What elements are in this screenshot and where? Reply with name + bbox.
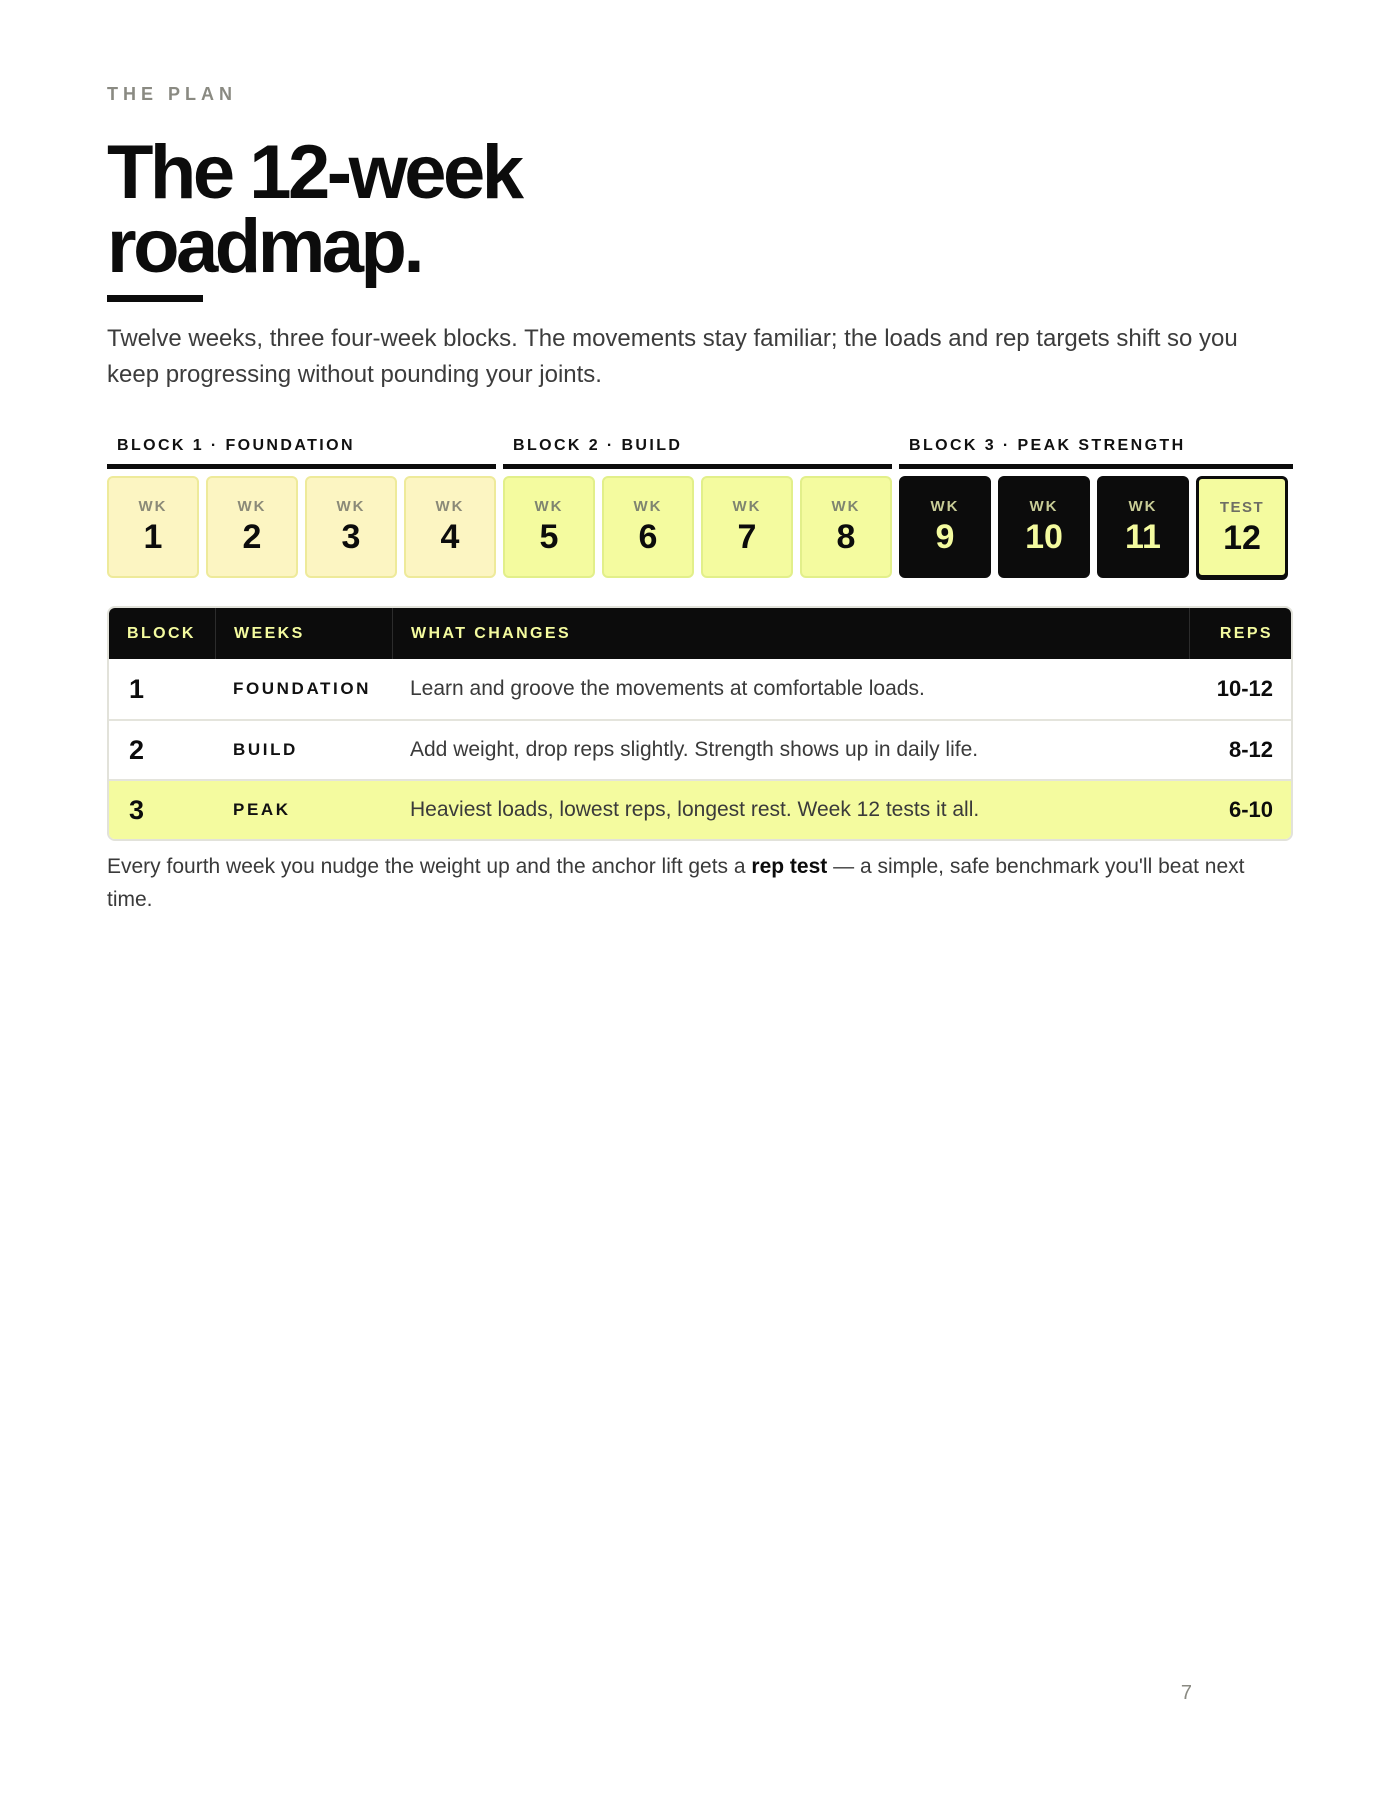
cell-weeks: BUILD bbox=[233, 740, 298, 759]
week-prefix: WK bbox=[1128, 498, 1158, 515]
week-number: 3 bbox=[341, 518, 361, 556]
week-prefix: WK bbox=[138, 498, 168, 515]
week-card-1 bbox=[107, 476, 199, 578]
week-card-5 bbox=[503, 476, 595, 578]
week-number: 2 bbox=[242, 518, 262, 556]
cell-reps: 8-12 bbox=[1228, 737, 1273, 762]
week-prefix: WK bbox=[930, 498, 960, 515]
week-prefix: WK bbox=[237, 498, 267, 515]
intro-paragraph: Twelve weeks, three four-week blocks. The movements stay familiar; the loads and rep targets shift so you keep progressing without pounding your joints. bbox=[107, 325, 1238, 388]
cell-weeks: PEAK bbox=[233, 800, 291, 819]
week-card-9 bbox=[899, 476, 991, 578]
table-row-highlighted bbox=[109, 779, 1291, 839]
week-prefix: TEST bbox=[1219, 499, 1265, 516]
roadmap bbox=[107, 433, 1293, 581]
footnote-emphasis: rep test bbox=[751, 855, 828, 878]
week-card-6 bbox=[602, 476, 694, 578]
week-prefix: WK bbox=[732, 498, 762, 515]
footnote-text-before: Every fourth week you nudge the weight up and the anchor lift gets a bbox=[107, 855, 752, 878]
week-card-12-test bbox=[1196, 476, 1288, 578]
week-number: 6 bbox=[638, 518, 658, 556]
week-number: 8 bbox=[836, 518, 856, 556]
page-title bbox=[107, 130, 807, 289]
page-title-line-1: The 12-week bbox=[107, 130, 521, 215]
table-row bbox=[109, 719, 1291, 779]
week-number: 9 bbox=[935, 518, 955, 556]
week-number: 7 bbox=[737, 518, 757, 556]
week-card-4 bbox=[404, 476, 496, 578]
week-prefix: WK bbox=[831, 498, 861, 515]
cell-weeks: FOUNDATION bbox=[233, 679, 372, 698]
week-number: 12 bbox=[1223, 519, 1261, 557]
block-summary-table bbox=[107, 606, 1293, 841]
table-header bbox=[109, 608, 1291, 659]
block-foundation bbox=[107, 433, 496, 578]
cell-block: 1 bbox=[129, 673, 145, 704]
week-prefix: WK bbox=[633, 498, 663, 515]
week-card-7 bbox=[701, 476, 793, 578]
table-row bbox=[109, 659, 1291, 719]
block-peak bbox=[899, 433, 1293, 578]
title-underline bbox=[107, 295, 203, 302]
week-number: 5 bbox=[539, 518, 559, 556]
week-number: 1 bbox=[143, 518, 163, 556]
header-reps: REPS bbox=[1189, 608, 1291, 659]
footnote bbox=[107, 850, 1293, 916]
section-eyebrow: THE PLAN bbox=[107, 84, 237, 104]
week-card-11 bbox=[1097, 476, 1189, 578]
block-rule bbox=[107, 464, 496, 469]
week-prefix: WK bbox=[1029, 498, 1059, 515]
cell-reps: 10-12 bbox=[1216, 676, 1273, 701]
header-block: BLOCK bbox=[127, 625, 196, 642]
week-prefix: WK bbox=[534, 498, 564, 515]
week-card-3 bbox=[305, 476, 397, 578]
header-what-changes: WHAT CHANGES bbox=[392, 608, 1189, 659]
week-number: 4 bbox=[440, 518, 460, 556]
cell-reps: 6-10 bbox=[1228, 797, 1273, 822]
block-rule bbox=[503, 464, 892, 469]
week-card-8 bbox=[800, 476, 892, 578]
cell-what-changes: Add weight, drop reps slightly. Strength shows up in daily life. bbox=[410, 738, 979, 761]
block-label: BLOCK 1 · FOUNDATION bbox=[117, 437, 355, 454]
block-rule bbox=[899, 464, 1293, 469]
cell-block: 3 bbox=[129, 794, 145, 825]
week-number: 10 bbox=[1025, 518, 1063, 556]
cell-block: 2 bbox=[129, 734, 145, 765]
cell-what-changes: Heaviest loads, lowest reps, longest rest. Week 12 tests it all. bbox=[410, 798, 980, 821]
cell-what-changes: Learn and groove the movements at comfortable loads. bbox=[410, 677, 925, 700]
block-build bbox=[503, 433, 892, 578]
page-number: 7 bbox=[1180, 1682, 1192, 1704]
block-label: BLOCK 3 · PEAK STRENGTH bbox=[909, 437, 1186, 454]
week-prefix: WK bbox=[435, 498, 465, 515]
week-card-2 bbox=[206, 476, 298, 578]
week-card-10 bbox=[998, 476, 1090, 578]
block-label: BLOCK 2 · BUILD bbox=[513, 437, 683, 454]
page-title-line-2: roadmap. bbox=[107, 204, 422, 289]
header-weeks: WEEKS bbox=[215, 608, 392, 659]
week-number: 11 bbox=[1125, 518, 1161, 556]
footnote-text-after: — a simple, safe benchmark you'll beat next time. bbox=[107, 855, 1245, 911]
week-prefix: WK bbox=[336, 498, 366, 515]
